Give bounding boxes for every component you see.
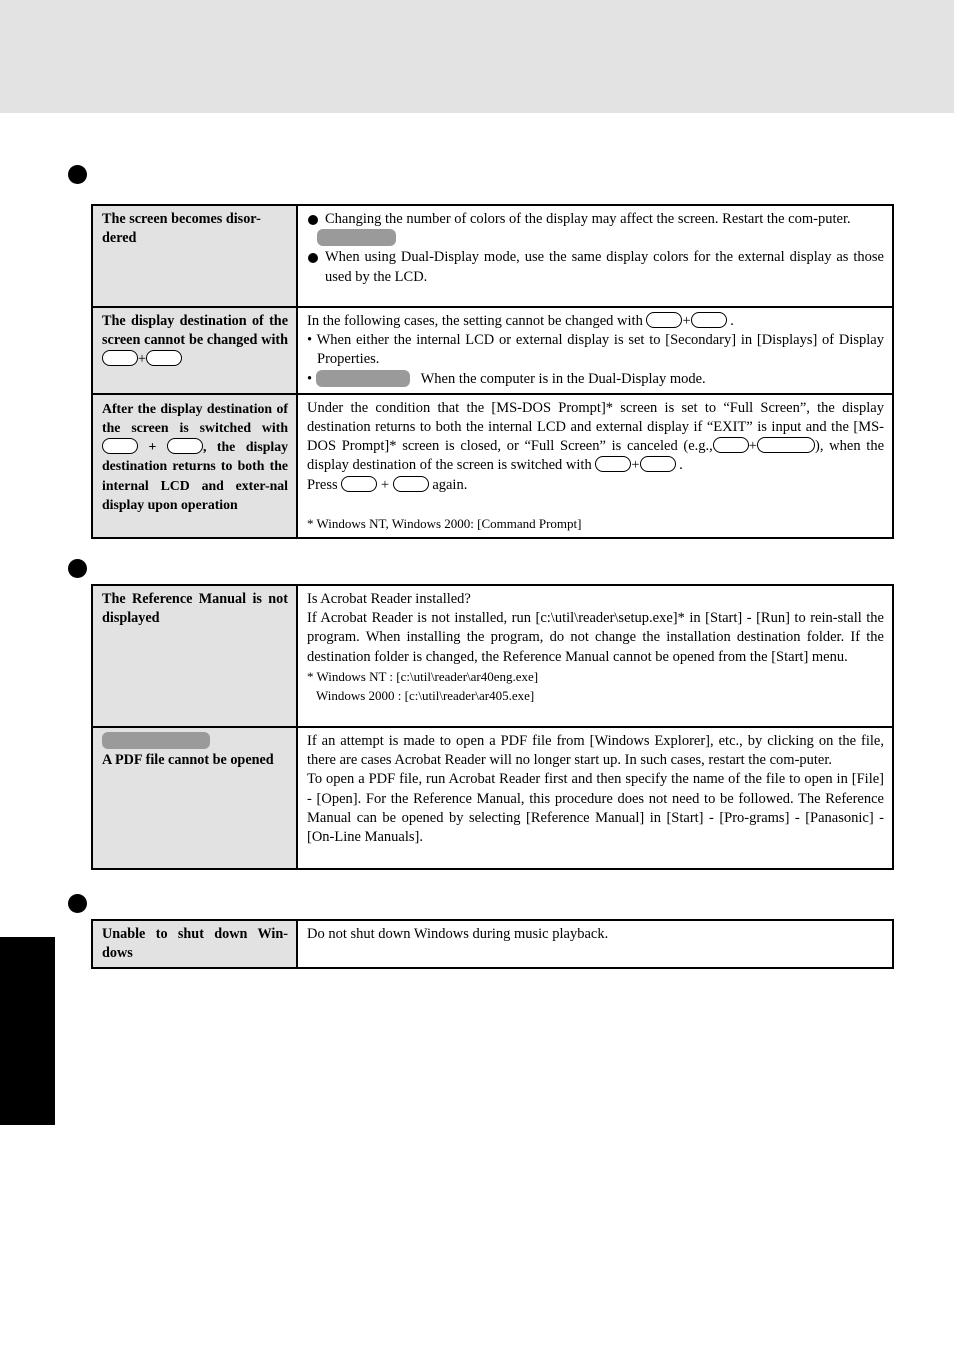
troubleshooting-table-3 [91, 919, 894, 969]
note-label-pill [316, 370, 410, 387]
key-icon [595, 456, 631, 472]
key-icon [646, 312, 682, 328]
key-icon [757, 437, 815, 453]
table-row [92, 394, 893, 538]
problem-cell: A PDF file cannot be opened [92, 727, 297, 869]
bullet-icon [308, 215, 318, 225]
answer-cell: If an attempt is made to open a PDF file from [Windows Explorer], etc., by clicking on the file, there are cases Acrobat Reader will no longer start up. In such cases, restart the com-puter. To open a PDF file, run Acrobat Reader first and then specify the name of the file to open in [File] - [Open]. For the Reference Manual, this procedure does not need to be followed. The Reference Manual can be opened by selecting [Reference Manual] in [Start] - [Pro-grams] - [Panasonic] - [On-Line Manuals]. [297, 727, 893, 869]
answer-cell: Changing the number of colors of the display may affect the screen. Restart the com-puter. When using Dual-Display mode, use the same display colors for the external display as those used by the LCD. [297, 205, 893, 307]
side-tab [0, 937, 55, 1125]
note-label-pill [317, 229, 396, 246]
key-icon [102, 438, 138, 454]
problem-cell: After the display destination of the screen is switched with + , the display destination returns to both the internal LCD and exter-nal display upon operation [92, 394, 297, 538]
key-icon [713, 437, 749, 453]
answer-cell: Under the condition that the [MS-DOS Prompt]* screen is set to “Full Screen”, the display destination returns to both the internal LCD and external display if “EXIT” is input and the [MS-DOS Prompt]* screen is closed, or “Full Screen” is canceled (e.g., + ), when the display destination of the screen is switched with + . Press + again. * Windows NT, Windows 2000: [Command Prompt] [297, 394, 893, 538]
table-row [92, 205, 893, 307]
key-icon [167, 438, 203, 454]
troubleshooting-table-2 [91, 584, 894, 870]
table-row [92, 307, 893, 394]
problem-cell: The display destination of the screen cannot be changed with + [92, 307, 297, 394]
problem-cell: Unable to shut down Win-dows [92, 920, 297, 968]
key-icon [102, 350, 138, 366]
answer-cell: In the following cases, the setting cannot be changed with + . • When either the internal LCD or external display is set to [Secondary] in [Displays] of Display Properties. • When the computer is in the Dual-Display mode. [297, 307, 893, 394]
header-band [0, 0, 954, 113]
table-row [92, 585, 893, 727]
key-icon [341, 476, 377, 492]
section-bullet-2 [68, 559, 87, 578]
key-icon [393, 476, 429, 492]
section-bullet-3 [68, 894, 87, 913]
key-icon [640, 456, 676, 472]
problem-cell: The Reference Manual is not displayed [92, 585, 297, 727]
key-icon [691, 312, 727, 328]
table-row [92, 920, 893, 968]
key-icon [146, 350, 182, 366]
table-row [92, 727, 893, 869]
answer-cell: Do not shut down Windows during music playback. [297, 920, 893, 968]
note-label-pill [102, 732, 210, 749]
troubleshooting-table-1 [91, 204, 894, 539]
section-bullet-1 [68, 165, 87, 184]
bullet-icon [308, 253, 318, 263]
answer-cell: Is Acrobat Reader installed? If Acrobat Reader is not installed, run [c:\util\reader\setup.exe]* in [Start] - [Run] to rein-stall the program. When installing the program, do not change the installation destination folder. If the destination folder is changed, the Reference Manual cannot be opened from the [Start] menu. * Windows NT : [c:\util\reader\ar40eng.exe] Windows 2000 : [c:\util\reader\ar405.exe] [297, 585, 893, 727]
problem-cell: The screen becomes disor-dered [92, 205, 297, 307]
